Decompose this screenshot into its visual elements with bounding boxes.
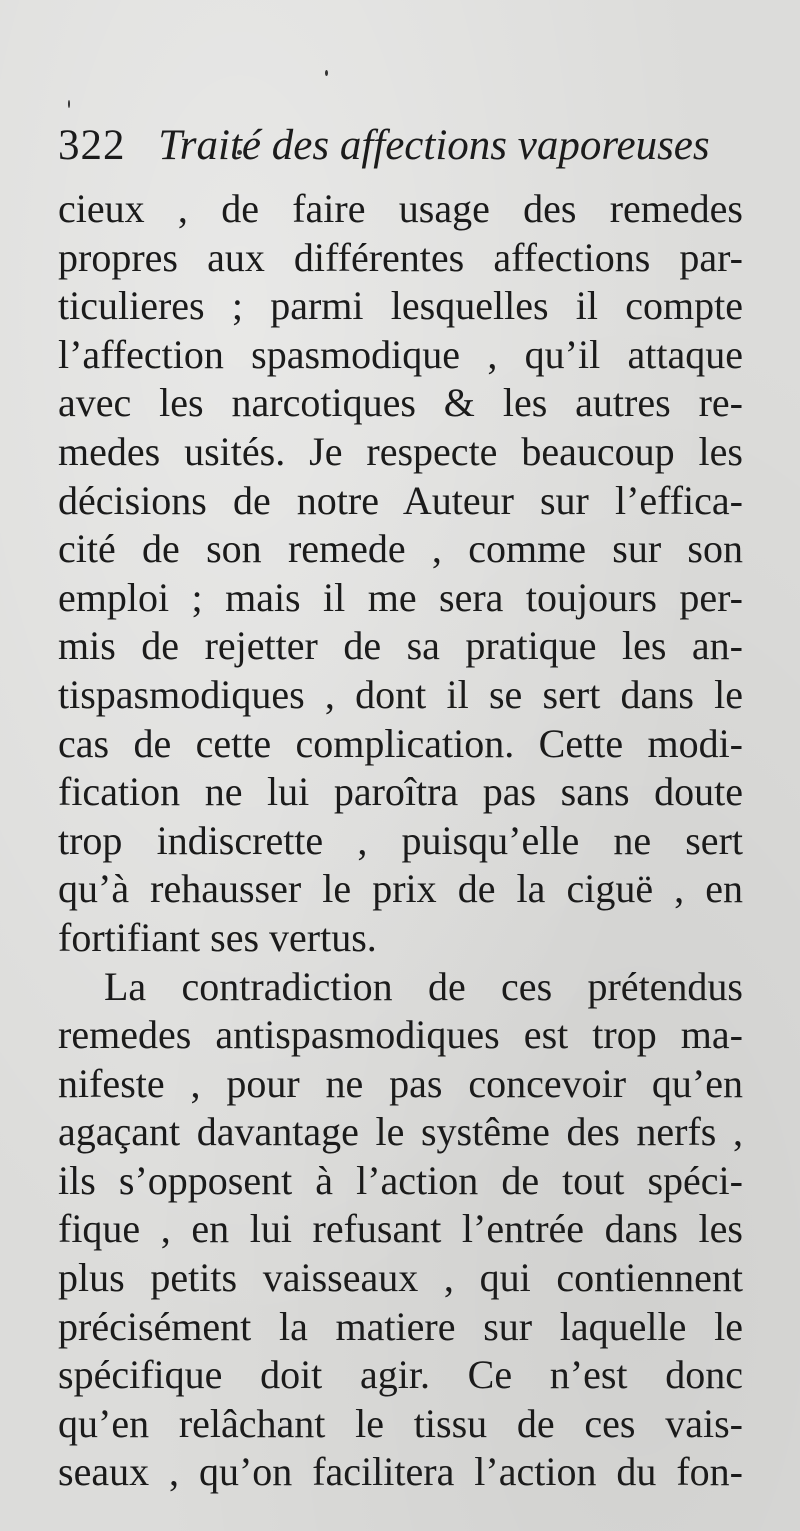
text-line: trop indiscrette , puisqu’elle ne sert [58,817,743,863]
text-line: décisions de notre Auteur sur l’effica- [58,477,743,523]
text-line: cité de son remede , comme sur son [58,526,743,572]
text-line: qu’à rehausser le prix de la ciguë , en [58,866,743,912]
text-line: avec les narcotiques & les autres re- [58,380,743,426]
text-line: agaçant davantage le systême des nerfs , [58,1109,743,1155]
text-line: mis de rejetter de sa pratique les an- [58,623,743,669]
body-text [58,185,743,1497]
text-line: ticulieres ; parmi lesquelles il compte [58,283,743,329]
ink-speck [325,70,328,76]
text-line: seaux , qu’on facilitera l’action du fon- [58,1449,743,1495]
text-line: tispasmodiques , dont il se sert dans le [58,671,743,717]
text-line: emploi ; mais il me sera toujours per- [58,574,743,620]
text-line: cas de cette complication. Cette modi- [58,720,743,766]
text-line: fortifiant ses vertus. [58,914,377,960]
page-number: 322 [58,122,126,169]
text-line: La contradiction de ces prétendus [104,963,743,1009]
running-header [58,118,748,174]
text-line: plus petits vaisseaux , qui contiennent [58,1255,743,1301]
text-line: spécifique doit agir. Ce n’est donc [58,1352,743,1398]
text-line: fication ne lui paroîtra pas sans doute [58,769,743,815]
ink-speck [68,100,70,108]
text-line: ils s’opposent à l’action de tout spéci- [58,1157,743,1203]
running-title: Traité des affections vaporeuses [158,122,710,169]
paragraph-1 [58,185,743,963]
text-line: medes usités. Je respecte beaucoup les [58,428,743,474]
text-line: qu’en relâchant le tissu de ces vais- [58,1400,743,1446]
text-line: fique , en lui refusant l’entrée dans les [58,1206,743,1252]
paragraph-2 [58,963,743,1498]
text-line: propres aux différentes affections par- [58,234,743,280]
text-line: nifeste , pour ne pas concevoir qu’en [58,1060,743,1106]
text-line: précisément la matiere sur laquelle le [58,1303,743,1349]
text-line: cieux , de faire usage des remedes [58,186,743,231]
text-line: l’affection spasmodique , qu’il attaque [58,331,743,377]
text-line: remedes antispasmodiques est trop ma- [58,1012,743,1058]
